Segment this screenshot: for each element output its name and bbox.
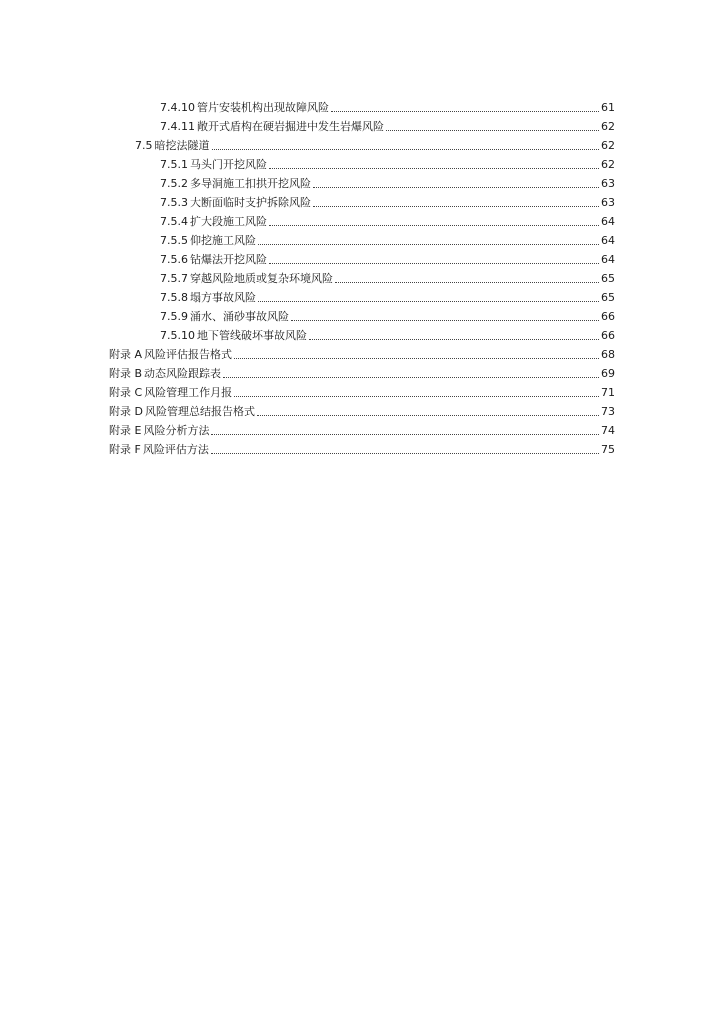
toc-entry-page: 68 xyxy=(601,348,615,361)
toc-entry-number: 7.5.1 xyxy=(160,158,188,171)
toc-entry-number: 附录 B xyxy=(109,367,143,380)
toc-entry-page: 63 xyxy=(601,196,615,209)
toc-entry-number: 附录 A xyxy=(109,348,143,361)
toc-entry-title: 钻爆法开挖风险 xyxy=(190,253,267,266)
toc-entry-page: 75 xyxy=(601,443,615,456)
toc-entry-number: 7.5.7 xyxy=(160,272,188,285)
toc-entry-title: 敞开式盾构在硬岩掘进中发生岩爆风险 xyxy=(197,120,384,133)
toc-entry-page: 62 xyxy=(601,158,615,171)
dot-leader xyxy=(313,186,599,188)
dot-leader xyxy=(313,205,599,207)
dot-leader xyxy=(234,395,599,397)
toc-entry[interactable] xyxy=(160,267,615,286)
toc-entry-title: 风险管理工作月报 xyxy=(144,386,233,399)
toc-entry[interactable] xyxy=(109,438,615,457)
toc-entry-title: 仰挖施工风险 xyxy=(190,234,256,247)
toc-entry-page: 65 xyxy=(601,272,615,285)
dot-leader xyxy=(234,357,599,359)
toc-entry[interactable] xyxy=(160,324,615,343)
toc-entry[interactable] xyxy=(109,400,615,419)
dot-leader xyxy=(223,376,599,378)
dot-leader xyxy=(269,224,599,226)
toc-entry-number: 7.5.10 xyxy=(160,329,195,342)
toc-entry-page: 65 xyxy=(601,291,615,304)
toc-entry-number: 附录 D xyxy=(109,405,143,418)
toc-entry-title: 涌水、涌砂事故风险 xyxy=(190,310,289,323)
toc-entry-page: 74 xyxy=(601,424,615,437)
toc-entry-title: 塌方事故风险 xyxy=(190,291,256,304)
dot-leader xyxy=(211,452,599,454)
toc-entry-page: 71 xyxy=(601,386,615,399)
toc-entry-page: 69 xyxy=(601,367,615,380)
dot-leader xyxy=(258,243,599,245)
toc-entry-number: 附录 C xyxy=(109,386,143,399)
toc-entry-number: 7.5.4 xyxy=(160,215,188,228)
toc-entry-title: 风险评估报告格式 xyxy=(144,348,233,361)
dot-leader xyxy=(335,281,599,283)
dot-leader xyxy=(269,262,599,264)
toc-entry[interactable] xyxy=(109,381,615,400)
toc-entry-title: 暗挖法隧道 xyxy=(154,139,210,152)
toc-entry-title: 穿越风险地质或复杂环境风险 xyxy=(190,272,333,285)
toc-entry-number: 7.5.9 xyxy=(160,310,188,323)
toc-entry-number: 附录 E xyxy=(109,424,142,437)
dot-leader xyxy=(331,110,599,112)
toc-entry-title: 风险管理总结报告格式 xyxy=(144,405,255,418)
dot-leader xyxy=(211,433,599,435)
toc-entry-page: 73 xyxy=(601,405,615,418)
toc-entry[interactable] xyxy=(160,210,615,229)
dot-leader xyxy=(291,319,599,321)
toc-entry[interactable] xyxy=(160,153,615,172)
toc-entry-number: 附录 F xyxy=(109,443,141,456)
toc-entry-page: 62 xyxy=(601,139,615,152)
toc-entry-number: 7.4.11 xyxy=(160,120,195,133)
dot-leader xyxy=(212,148,600,150)
toc-entry-title: 扩大段施工风险 xyxy=(190,215,267,228)
toc-entry[interactable] xyxy=(109,362,615,381)
toc-entry[interactable] xyxy=(160,229,615,248)
toc-entry-title: 管片安装机构出现故障风险 xyxy=(197,101,329,114)
toc-entry-number: 7.5.6 xyxy=(160,253,188,266)
toc-entry-page: 62 xyxy=(601,120,615,133)
toc-entry[interactable] xyxy=(160,286,615,305)
toc-entry-page: 66 xyxy=(601,310,615,323)
toc-entry-title: 动态风险跟踪表 xyxy=(144,367,222,380)
toc-entry-page: 63 xyxy=(601,177,615,190)
toc-entry-number: 7.4.10 xyxy=(160,101,195,114)
dot-leader xyxy=(258,300,599,302)
toc-entry-page: 64 xyxy=(601,215,615,228)
dot-leader xyxy=(269,167,599,169)
toc-entry-title: 大断面临时支护拆除风险 xyxy=(190,196,311,209)
toc-entry[interactable] xyxy=(160,115,615,134)
toc-entry[interactable] xyxy=(160,96,615,115)
toc-entry[interactable] xyxy=(135,134,615,153)
toc-entry[interactable] xyxy=(160,191,615,210)
toc-entry-title: 风险分析方法 xyxy=(143,424,210,437)
toc-entry-page: 64 xyxy=(601,253,615,266)
toc-entry[interactable] xyxy=(109,343,615,362)
toc-entry-number: 7.5.5 xyxy=(160,234,188,247)
toc-entry-title: 风险评估方法 xyxy=(142,443,209,456)
dot-leader xyxy=(309,338,599,340)
toc-entry[interactable] xyxy=(160,172,615,191)
toc-entry-number: 7.5 xyxy=(135,139,153,152)
toc-entry-number: 7.5.8 xyxy=(160,291,188,304)
toc-entry-number: 7.5.2 xyxy=(160,177,188,190)
toc-entry[interactable] xyxy=(109,419,615,438)
toc-entry[interactable] xyxy=(160,248,615,267)
toc-entry-number: 7.5.3 xyxy=(160,196,188,209)
dot-leader xyxy=(386,129,599,131)
toc-entry-title: 马头门开挖风险 xyxy=(190,158,267,171)
toc-entry-page: 61 xyxy=(601,101,615,114)
toc-entry-page: 66 xyxy=(601,329,615,342)
toc-entry-title: 多导洞施工扣拱开挖风险 xyxy=(190,177,311,190)
dot-leader xyxy=(257,414,599,416)
toc-entry-title: 地下管线破坏事故风险 xyxy=(197,329,307,342)
toc-entry[interactable] xyxy=(160,305,615,324)
toc-entry-page: 64 xyxy=(601,234,615,247)
